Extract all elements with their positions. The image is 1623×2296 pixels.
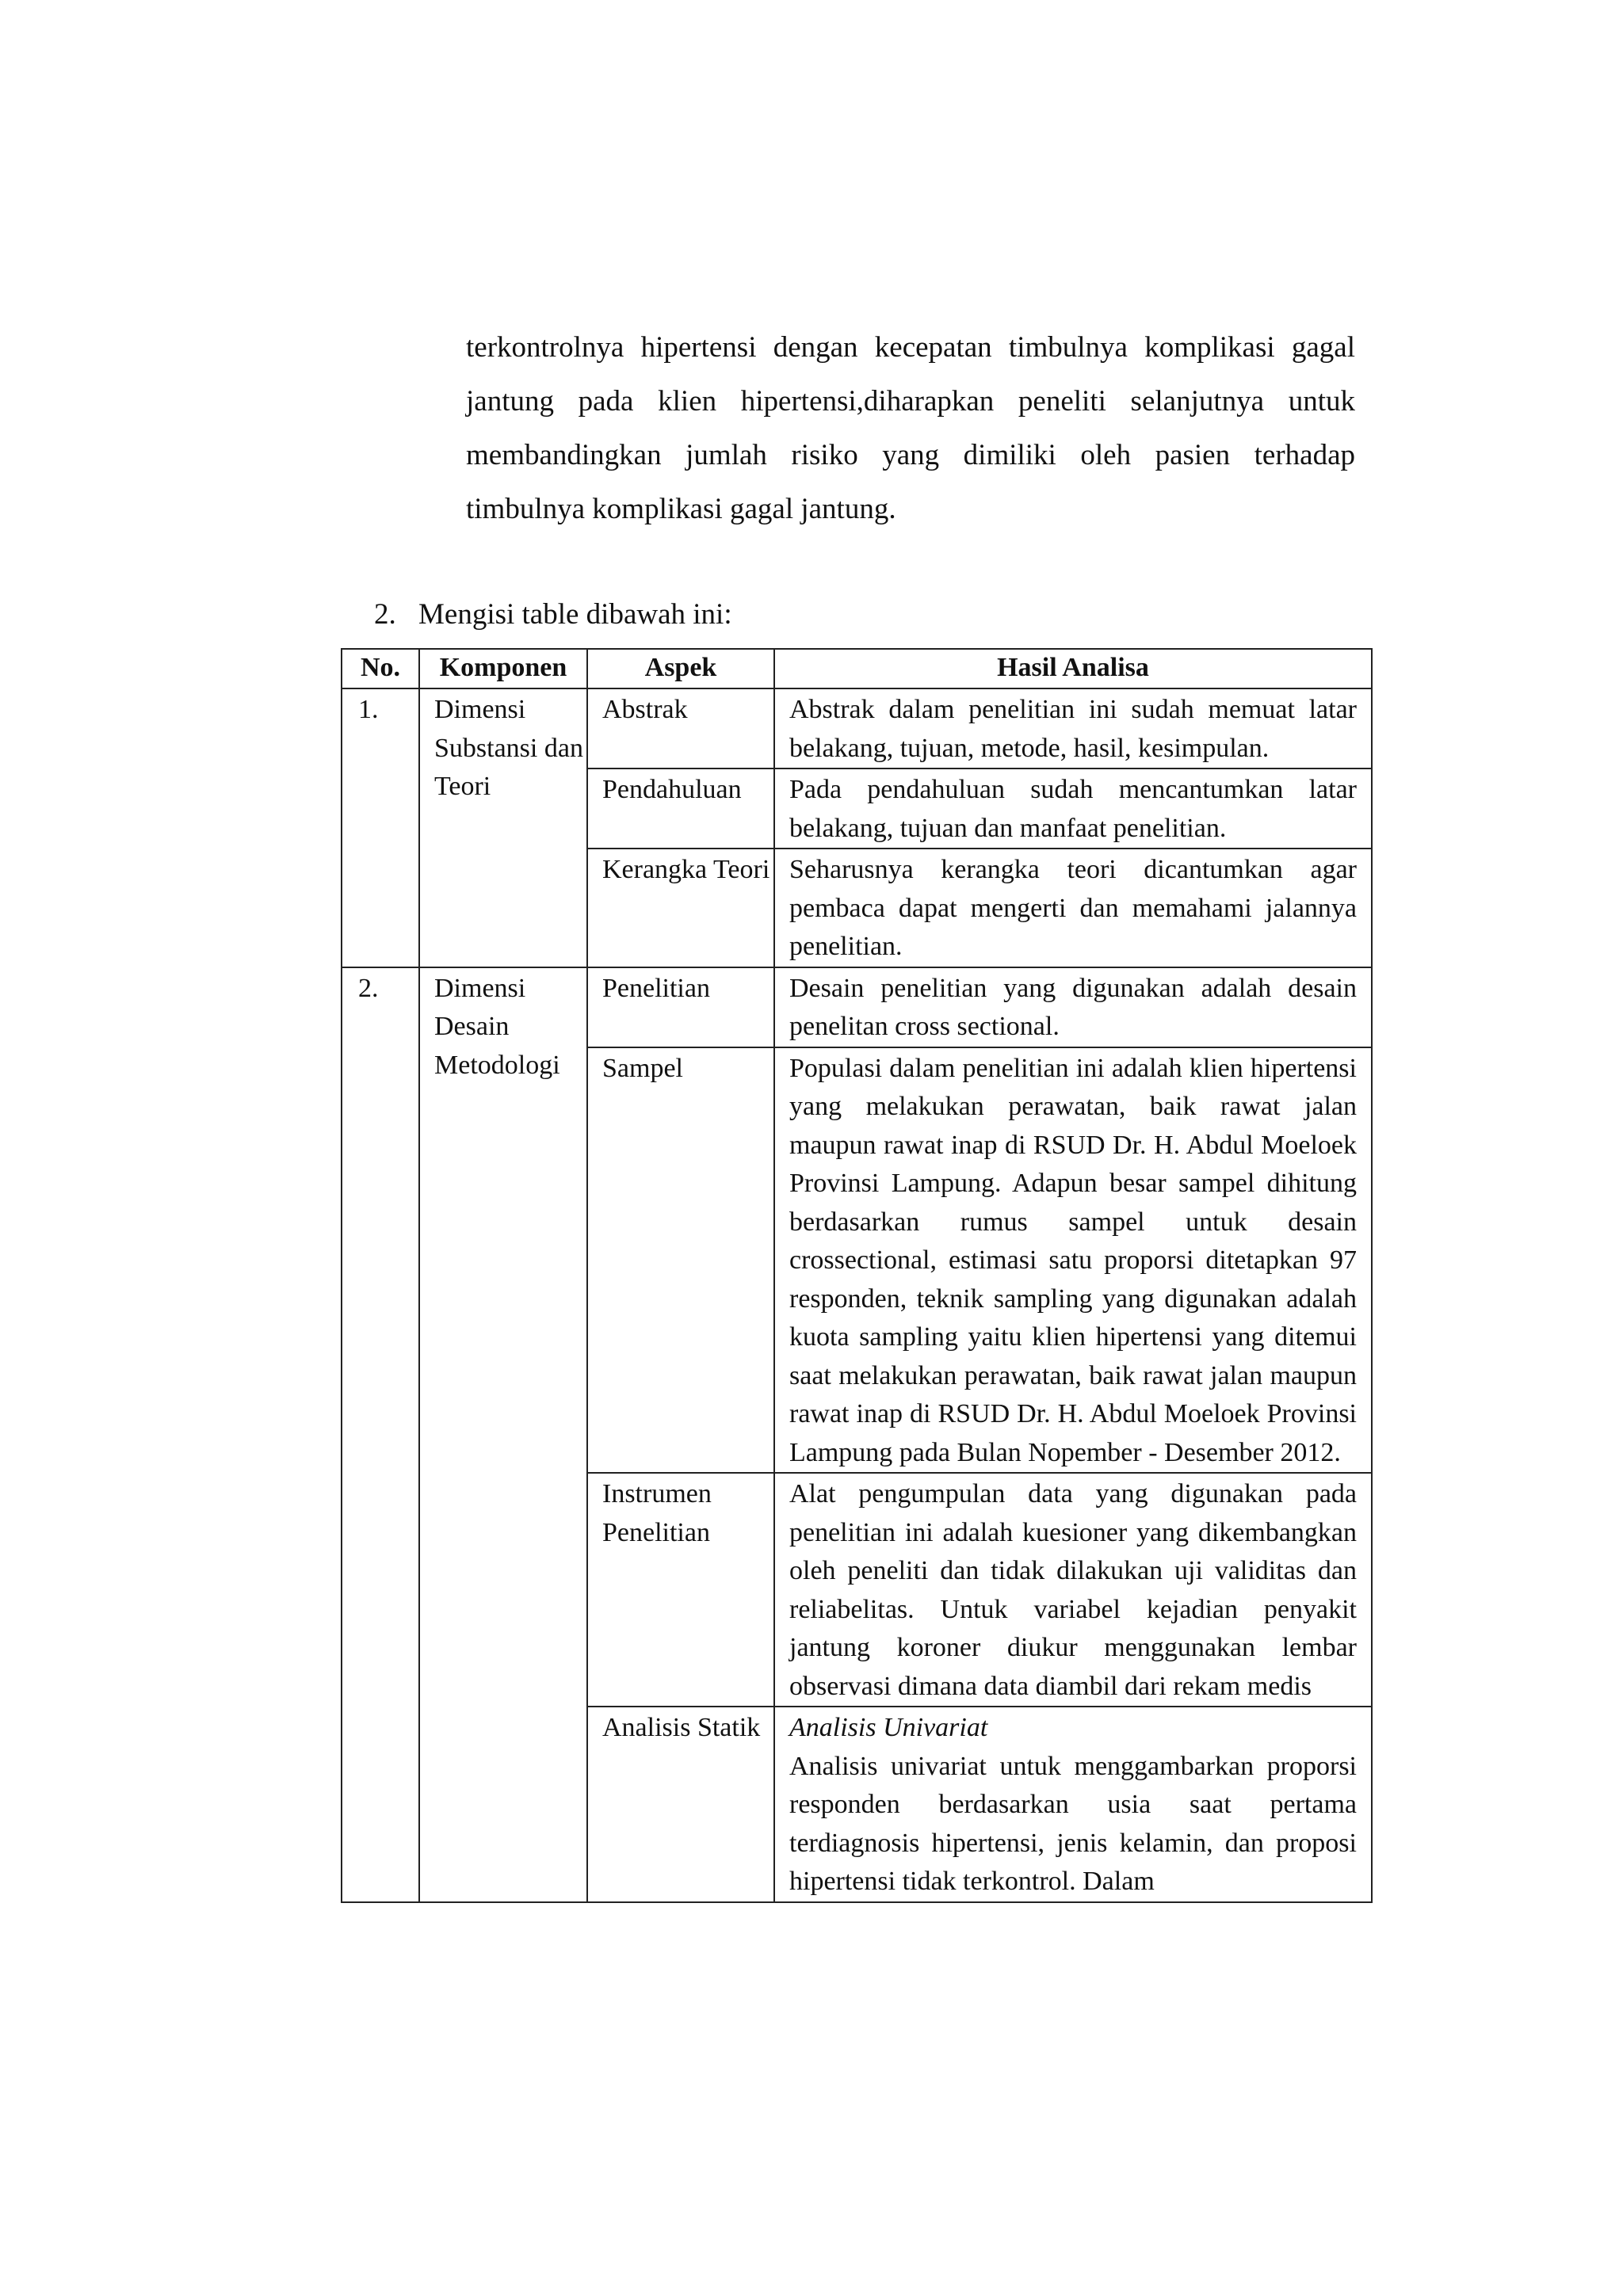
header-hasil-analisa: Hasil Analisa — [774, 649, 1372, 688]
table-row — [342, 967, 1372, 1047]
hasil-cell: Seharusnya kerangka teori dicantumkan agar pembaca dapat mengerti dan memahami jalannya penelitian. — [774, 849, 1372, 967]
komponen-cell: Dimensi Substansi dan Teori — [419, 688, 587, 967]
hasil-cell: Pada pendahuluan sudah mencantumkan latar belakang, tujuan dan manfaat penelitian. — [774, 769, 1372, 849]
aspek-cell: Pendahuluan — [587, 769, 774, 849]
aspek-cell: Penelitian — [587, 967, 774, 1047]
list-item-number: 2. — [374, 598, 396, 631]
header-komponen: Komponen — [419, 649, 587, 688]
list-item-2 — [374, 593, 732, 637]
aspek-cell: Instrumen Penelitian — [587, 1473, 774, 1707]
hasil-cell — [774, 1707, 1372, 1902]
intro-paragraph: terkontrolnya hipertensi dengan kecepatan timbulnya komplikasi gagal jantung pada klien hipertensi,diharapkan peneliti selanjutnya untuk membandingkan jumlah risiko yang dimiliki oleh pasien terhadap timbulnya komplikasi gagal jantung. — [466, 331, 1355, 525]
row-number: 1. — [342, 688, 419, 967]
header-aspek: Aspek — [587, 649, 774, 688]
table-row — [342, 688, 1372, 769]
table-header-row — [342, 649, 1372, 688]
list-item-text: Mengisi table dibawah ini: — [418, 598, 732, 631]
header-no: No. — [342, 649, 419, 688]
hasil-cell: Abstrak dalam penelitian ini sudah memuat latar belakang, tujuan, metode, hasil, kesimpulan. — [774, 688, 1372, 769]
aspek-cell: Kerangka Teori — [587, 849, 774, 967]
hasil-cell: Desain penelitian yang digunakan adalah desain penelitan cross sectional. — [774, 967, 1372, 1047]
hasil-text: Analisis univariat untuk menggambarkan proporsi responden berdasarkan usia saat pertama terdiagnosis hipertensi, jenis kelamin, dan proposi hipertensi tidak terkontrol. Dalam — [789, 1751, 1357, 1896]
aspek-cell: Abstrak — [587, 688, 774, 769]
aspek-cell: Analisis Statik — [587, 1707, 774, 1902]
komponen-cell: Dimensi Desain Metodologi — [419, 967, 587, 1902]
hasil-cell: Alat pengumpulan data yang digunakan pada penelitian ini adalah kuesioner yang dikembangkan oleh peneliti dan tidak dilakukan uji validitas dan reliabelitas. Untuk variabel kejadian penyakit jantung koroner diukur menggunakan lembar observasi dimana data diambil dari rekam medis — [774, 1473, 1372, 1707]
hasil-subheading: Analisis Univariat — [789, 1713, 988, 1742]
analysis-table — [341, 648, 1373, 1903]
row-number: 2. — [342, 967, 419, 1902]
hasil-cell: Populasi dalam penelitian ini adalah klien hipertensi yang melakukan perawatan, baik rawat jalan maupun rawat inap di RSUD Dr. H. Abdul Moeloek Provinsi Lampung. Adapun besar sampel dihitung berdasarkan rumus sampel untuk desain crossectional, estimasi satu proporsi ditetapkan 97 responden, teknik sampling yang digunakan adalah kuota sampling yaitu klien hipertensi yang ditemui saat melakukan perawatan, baik rawat jalan maupun rawat inap di RSUD Dr. H. Abdul Moeloek Provinsi Lampung pada Bulan Nopember - Desember 2012. — [774, 1047, 1372, 1474]
aspek-cell: Sampel — [587, 1047, 774, 1474]
